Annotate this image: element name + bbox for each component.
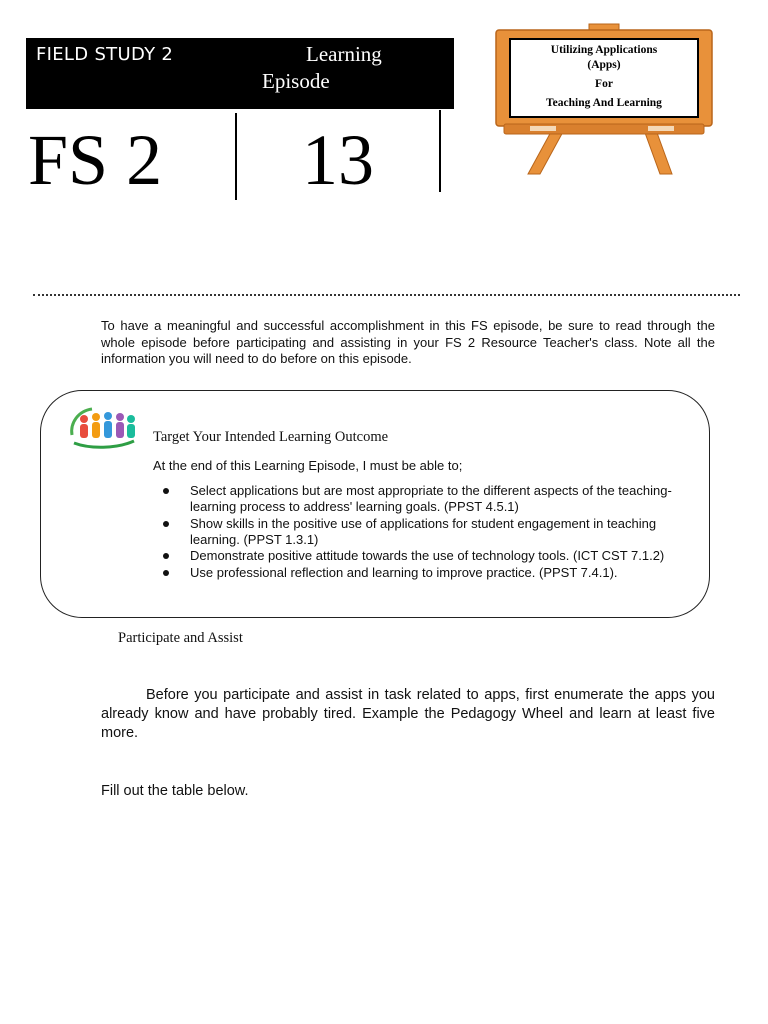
list-item bbox=[162, 483, 690, 515]
outcome-text: Select applications but are most appropriate to the different aspects of the teaching-learning process to address' learning goals. (PPST 4.5.1) bbox=[190, 483, 672, 514]
field-study-label: FIELD STUDY 2 bbox=[36, 44, 174, 65]
easel-board-text bbox=[516, 43, 692, 111]
list-item bbox=[162, 516, 690, 548]
section-heading: Participate and Assist bbox=[118, 630, 243, 646]
header-banner bbox=[26, 38, 454, 109]
board-line: Teaching And Learning bbox=[546, 97, 662, 109]
intro-paragraph: To have a meaningful and successful accomplishment in this FS episode, be sure to read through the whole episode before participating and assisting in your FS 2 Resource Teacher's class. Note all the information you will need to do before on this episode. bbox=[101, 318, 715, 366]
episode-label: Learning Episode bbox=[262, 42, 382, 93]
bullet-icon bbox=[163, 521, 169, 527]
bullet-icon bbox=[163, 553, 169, 559]
board-line: For bbox=[595, 78, 613, 90]
outcome-list bbox=[162, 483, 690, 581]
table-instruction: Fill out the table below. bbox=[101, 783, 249, 799]
episode-number: 13 bbox=[302, 120, 374, 200]
dotted-divider bbox=[33, 294, 740, 296]
list-item bbox=[162, 565, 690, 581]
outcome-text: Use professional reflection and learning to improve practice. (PPST 7.4.1). bbox=[190, 564, 618, 580]
outcome-title: Target Your Intended Learning Outcome bbox=[153, 429, 389, 445]
board-line: (Apps) bbox=[587, 59, 621, 71]
list-item bbox=[162, 548, 690, 564]
outcome-lead: At the end of this Learning Episode, I must be able to; bbox=[153, 458, 463, 473]
course-code: FS 2 bbox=[28, 120, 163, 200]
people-group-icon bbox=[66, 405, 140, 451]
header-divider bbox=[439, 110, 441, 192]
bullet-icon bbox=[163, 570, 169, 576]
outcome-text: Show skills in the positive use of applications for student engagement in teaching learning. (PPST 1.3.1) bbox=[190, 515, 657, 547]
bullet-icon bbox=[163, 488, 169, 494]
board-line: Utilizing Applications bbox=[550, 44, 658, 56]
participate-paragraph: Before you participate and assist in task related to apps, first enumerate the apps you already know and have probably tired. Example the Pedagogy Wheel and learn at least five more. bbox=[101, 687, 715, 741]
outcome-text: Demonstrate positive attitude towards the use of technology tools. (ICT CST 7.1.2) bbox=[190, 548, 665, 563]
header-divider bbox=[235, 113, 237, 200]
